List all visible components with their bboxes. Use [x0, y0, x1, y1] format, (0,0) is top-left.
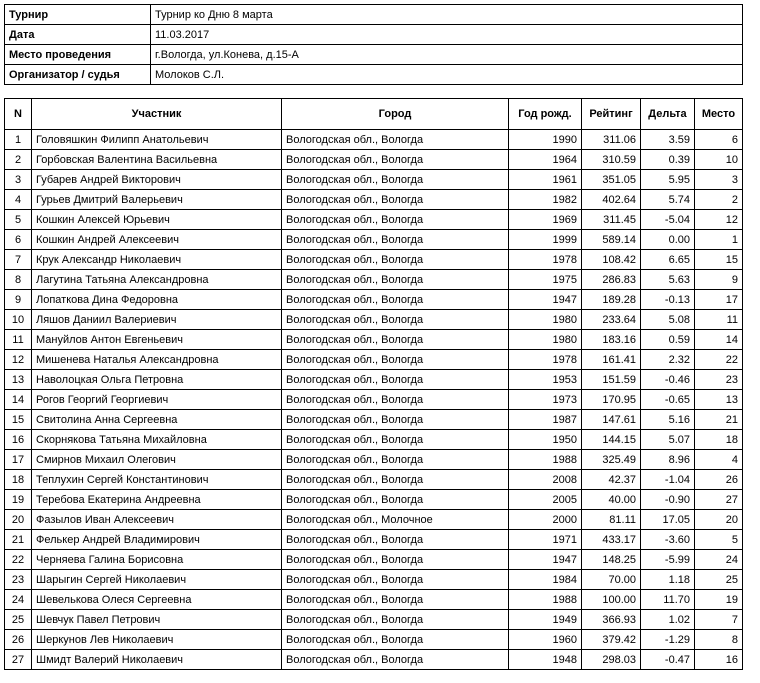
- cell-number: 21: [5, 530, 32, 550]
- cell-place: 11: [695, 310, 743, 330]
- cell-city: Вологодская обл., Вологда: [282, 390, 509, 410]
- cell-number: 2: [5, 150, 32, 170]
- cell-rating: 40.00: [582, 490, 641, 510]
- table-row: [5, 430, 743, 450]
- info-row-venue: [5, 45, 743, 65]
- cell-delta: -0.46: [641, 370, 695, 390]
- info-label: Место проведения: [5, 45, 151, 65]
- cell-birth-year: 1982: [509, 190, 582, 210]
- cell-rating: 233.64: [582, 310, 641, 330]
- table-row: [5, 210, 743, 230]
- table-row: [5, 450, 743, 470]
- cell-participant: Черняева Галина Борисовна: [32, 550, 282, 570]
- cell-participant: Шмидт Валерий Николаевич: [32, 650, 282, 670]
- table-row: [5, 610, 743, 630]
- cell-delta: -5.99: [641, 550, 695, 570]
- cell-rating: 70.00: [582, 570, 641, 590]
- cell-birth-year: 2005: [509, 490, 582, 510]
- cell-number: 22: [5, 550, 32, 570]
- cell-delta: 0.59: [641, 330, 695, 350]
- cell-number: 8: [5, 270, 32, 290]
- cell-place: 27: [695, 490, 743, 510]
- cell-delta: 0.00: [641, 230, 695, 250]
- cell-participant: Свитолина Анна Сергеевна: [32, 410, 282, 430]
- cell-delta: 8.96: [641, 450, 695, 470]
- cell-delta: 5.08: [641, 310, 695, 330]
- cell-birth-year: 1988: [509, 590, 582, 610]
- cell-city: Вологодская обл., Вологда: [282, 610, 509, 630]
- cell-rating: 81.11: [582, 510, 641, 530]
- cell-delta: 5.63: [641, 270, 695, 290]
- column-header-place: Место: [695, 99, 743, 130]
- cell-participant: Шевелькова Олеся Сергеевна: [32, 590, 282, 610]
- cell-place: 21: [695, 410, 743, 430]
- cell-rating: 100.00: [582, 590, 641, 610]
- cell-participant: Шарыгин Сергей Николаевич: [32, 570, 282, 590]
- cell-rating: 298.03: [582, 650, 641, 670]
- cell-place: 15: [695, 250, 743, 270]
- cell-city: Вологодская обл., Вологда: [282, 430, 509, 450]
- cell-rating: 147.61: [582, 410, 641, 430]
- cell-number: 5: [5, 210, 32, 230]
- info-label: Организатор / судья: [5, 65, 151, 85]
- cell-number: 14: [5, 390, 32, 410]
- cell-participant: Наволоцкая Ольга Петровна: [32, 370, 282, 390]
- cell-delta: -0.90: [641, 490, 695, 510]
- cell-number: 11: [5, 330, 32, 350]
- cell-birth-year: 1949: [509, 610, 582, 630]
- table-row: [5, 390, 743, 410]
- cell-birth-year: 1978: [509, 250, 582, 270]
- cell-birth-year: 1984: [509, 570, 582, 590]
- cell-delta: -1.04: [641, 470, 695, 490]
- cell-participant: Крук Александр Николаевич: [32, 250, 282, 270]
- cell-rating: 325.49: [582, 450, 641, 470]
- tournament-info-table: [4, 4, 743, 85]
- cell-city: Вологодская обл., Вологда: [282, 410, 509, 430]
- table-row: [5, 590, 743, 610]
- cell-city: Вологодская обл., Вологда: [282, 170, 509, 190]
- cell-city: Вологодская обл., Вологда: [282, 590, 509, 610]
- cell-number: 6: [5, 230, 32, 250]
- info-row-organizer: [5, 65, 743, 85]
- info-value: 11.03.2017: [151, 25, 743, 45]
- cell-birth-year: 1953: [509, 370, 582, 390]
- cell-place: 16: [695, 650, 743, 670]
- info-label: Турнир: [5, 5, 151, 25]
- cell-participant: Рогов Георгий Георгиевич: [32, 390, 282, 410]
- column-header-delta: Дельта: [641, 99, 695, 130]
- cell-participant: Фелькер Андрей Владимирович: [32, 530, 282, 550]
- cell-birth-year: 1999: [509, 230, 582, 250]
- column-header-rating: Рейтинг: [582, 99, 641, 130]
- table-row: [5, 230, 743, 250]
- cell-delta: -0.13: [641, 290, 695, 310]
- table-row: [5, 410, 743, 430]
- results-table: [4, 98, 743, 670]
- cell-participant: Мануйлов Антон Евгеньевич: [32, 330, 282, 350]
- cell-city: Вологодская обл., Вологда: [282, 630, 509, 650]
- info-value: Молоков С.Л.: [151, 65, 743, 85]
- cell-place: 1: [695, 230, 743, 250]
- cell-place: 25: [695, 570, 743, 590]
- table-row: [5, 250, 743, 270]
- cell-rating: 311.06: [582, 130, 641, 150]
- cell-city: Вологодская обл., Вологда: [282, 210, 509, 230]
- cell-birth-year: 1950: [509, 430, 582, 450]
- cell-place: 24: [695, 550, 743, 570]
- cell-birth-year: 1969: [509, 210, 582, 230]
- table-row: [5, 310, 743, 330]
- cell-number: 4: [5, 190, 32, 210]
- cell-number: 26: [5, 630, 32, 650]
- cell-delta: 6.65: [641, 250, 695, 270]
- cell-rating: 402.64: [582, 190, 641, 210]
- table-row: [5, 190, 743, 210]
- cell-city: Вологодская обл., Вологда: [282, 570, 509, 590]
- cell-birth-year: 1960: [509, 630, 582, 650]
- cell-place: 23: [695, 370, 743, 390]
- cell-delta: -1.29: [641, 630, 695, 650]
- cell-rating: 170.95: [582, 390, 641, 410]
- cell-birth-year: 1980: [509, 330, 582, 350]
- results-header-row: [5, 99, 743, 130]
- table-row: [5, 650, 743, 670]
- cell-participant: Фазылов Иван Алексеевич: [32, 510, 282, 530]
- cell-participant: Гурьев Дмитрий Валерьевич: [32, 190, 282, 210]
- cell-participant: Скорнякова Татьяна Михайловна: [32, 430, 282, 450]
- column-header-participant: Участник: [32, 99, 282, 130]
- info-value: г.Вологда, ул.Конева, д.15-А: [151, 45, 743, 65]
- table-row: [5, 510, 743, 530]
- cell-rating: 183.16: [582, 330, 641, 350]
- cell-number: 7: [5, 250, 32, 270]
- cell-birth-year: 1973: [509, 390, 582, 410]
- table-row: [5, 290, 743, 310]
- cell-number: 20: [5, 510, 32, 530]
- cell-delta: 1.02: [641, 610, 695, 630]
- cell-city: Вологодская обл., Вологда: [282, 350, 509, 370]
- cell-rating: 589.14: [582, 230, 641, 250]
- column-header-number: N: [5, 99, 32, 130]
- cell-participant: Кошкин Андрей Алексеевич: [32, 230, 282, 250]
- cell-birth-year: 1964: [509, 150, 582, 170]
- cell-number: 16: [5, 430, 32, 450]
- table-row: [5, 550, 743, 570]
- cell-city: Вологодская обл., Вологда: [282, 530, 509, 550]
- cell-delta: -5.04: [641, 210, 695, 230]
- table-row: [5, 270, 743, 290]
- cell-number: 10: [5, 310, 32, 330]
- cell-participant: Ляшов Даниил Валериевич: [32, 310, 282, 330]
- cell-birth-year: 1975: [509, 270, 582, 290]
- cell-place: 22: [695, 350, 743, 370]
- cell-rating: 286.83: [582, 270, 641, 290]
- cell-place: 9: [695, 270, 743, 290]
- cell-birth-year: 1978: [509, 350, 582, 370]
- cell-city: Вологодская обл., Вологда: [282, 370, 509, 390]
- cell-delta: 5.16: [641, 410, 695, 430]
- cell-number: 17: [5, 450, 32, 470]
- cell-delta: 2.32: [641, 350, 695, 370]
- cell-delta: -3.60: [641, 530, 695, 550]
- cell-birth-year: 1947: [509, 290, 582, 310]
- table-row: [5, 370, 743, 390]
- table-row: [5, 150, 743, 170]
- cell-place: 18: [695, 430, 743, 450]
- cell-birth-year: 1990: [509, 130, 582, 150]
- cell-rating: 351.05: [582, 170, 641, 190]
- cell-rating: 144.15: [582, 430, 641, 450]
- info-row-tournament: [5, 5, 743, 25]
- table-row: [5, 490, 743, 510]
- cell-rating: 379.42: [582, 630, 641, 650]
- cell-birth-year: 2008: [509, 470, 582, 490]
- cell-city: Вологодская обл., Молочное: [282, 510, 509, 530]
- cell-rating: 148.25: [582, 550, 641, 570]
- cell-rating: 42.37: [582, 470, 641, 490]
- table-row: [5, 530, 743, 550]
- cell-city: Вологодская обл., Вологда: [282, 130, 509, 150]
- table-row: [5, 630, 743, 650]
- cell-birth-year: 1948: [509, 650, 582, 670]
- cell-delta: 1.18: [641, 570, 695, 590]
- cell-number: 25: [5, 610, 32, 630]
- cell-delta: -0.47: [641, 650, 695, 670]
- cell-number: 12: [5, 350, 32, 370]
- cell-city: Вологодская обл., Вологда: [282, 330, 509, 350]
- cell-delta: 11.70: [641, 590, 695, 610]
- cell-place: 7: [695, 610, 743, 630]
- cell-city: Вологодская обл., Вологда: [282, 550, 509, 570]
- cell-number: 15: [5, 410, 32, 430]
- cell-rating: 108.42: [582, 250, 641, 270]
- cell-birth-year: 2000: [509, 510, 582, 530]
- cell-city: Вологодская обл., Вологда: [282, 490, 509, 510]
- cell-birth-year: 1961: [509, 170, 582, 190]
- cell-rating: 366.93: [582, 610, 641, 630]
- column-header-city: Город: [282, 99, 509, 130]
- cell-participant: Шевчук Павел Петрович: [32, 610, 282, 630]
- cell-city: Вологодская обл., Вологда: [282, 450, 509, 470]
- cell-place: 10: [695, 150, 743, 170]
- cell-number: 18: [5, 470, 32, 490]
- cell-place: 2: [695, 190, 743, 210]
- cell-city: Вологодская обл., Вологда: [282, 250, 509, 270]
- cell-delta: 5.07: [641, 430, 695, 450]
- info-label: Дата: [5, 25, 151, 45]
- cell-rating: 310.59: [582, 150, 641, 170]
- cell-birth-year: 1971: [509, 530, 582, 550]
- cell-birth-year: 1987: [509, 410, 582, 430]
- column-header-birth-year: Год рожд.: [509, 99, 582, 130]
- cell-delta: 0.39: [641, 150, 695, 170]
- cell-place: 14: [695, 330, 743, 350]
- table-row: [5, 170, 743, 190]
- table-row: [5, 470, 743, 490]
- cell-place: 5: [695, 530, 743, 550]
- cell-number: 24: [5, 590, 32, 610]
- cell-city: Вологодская обл., Вологда: [282, 270, 509, 290]
- cell-rating: 151.59: [582, 370, 641, 390]
- cell-place: 17: [695, 290, 743, 310]
- cell-delta: 5.74: [641, 190, 695, 210]
- table-row: [5, 350, 743, 370]
- cell-participant: Лагутина Татьяна Александровна: [32, 270, 282, 290]
- cell-place: 19: [695, 590, 743, 610]
- cell-place: 12: [695, 210, 743, 230]
- cell-number: 3: [5, 170, 32, 190]
- cell-city: Вологодская обл., Вологда: [282, 230, 509, 250]
- info-value: Турнир ко Дню 8 марта: [151, 5, 743, 25]
- cell-place: 26: [695, 470, 743, 490]
- cell-city: Вологодская обл., Вологда: [282, 470, 509, 490]
- cell-place: 4: [695, 450, 743, 470]
- cell-city: Вологодская обл., Вологда: [282, 190, 509, 210]
- cell-birth-year: 1980: [509, 310, 582, 330]
- cell-delta: -0.65: [641, 390, 695, 410]
- table-row: [5, 570, 743, 590]
- cell-number: 27: [5, 650, 32, 670]
- cell-delta: 3.59: [641, 130, 695, 150]
- cell-city: Вологодская обл., Вологда: [282, 150, 509, 170]
- cell-place: 3: [695, 170, 743, 190]
- cell-rating: 311.45: [582, 210, 641, 230]
- cell-participant: Лопаткова Дина Федоровна: [32, 290, 282, 310]
- cell-city: Вологодская обл., Вологда: [282, 290, 509, 310]
- cell-participant: Кошкин Алексей Юрьевич: [32, 210, 282, 230]
- cell-participant: Теребова Екатерина Андреевна: [32, 490, 282, 510]
- cell-place: 13: [695, 390, 743, 410]
- cell-delta: 17.05: [641, 510, 695, 530]
- cell-participant: Мишенева Наталья Александровна: [32, 350, 282, 370]
- cell-place: 8: [695, 630, 743, 650]
- cell-rating: 189.28: [582, 290, 641, 310]
- cell-place: 6: [695, 130, 743, 150]
- cell-city: Вологодская обл., Вологда: [282, 650, 509, 670]
- cell-number: 9: [5, 290, 32, 310]
- cell-number: 19: [5, 490, 32, 510]
- cell-number: 1: [5, 130, 32, 150]
- cell-delta: 5.95: [641, 170, 695, 190]
- cell-participant: Смирнов Михаил Олегович: [32, 450, 282, 470]
- cell-participant: Головяшкин Филипп Анатольевич: [32, 130, 282, 150]
- table-row: [5, 130, 743, 150]
- cell-participant: Горбовская Валентина Васильевна: [32, 150, 282, 170]
- cell-participant: Губарев Андрей Викторович: [32, 170, 282, 190]
- cell-birth-year: 1947: [509, 550, 582, 570]
- cell-rating: 161.41: [582, 350, 641, 370]
- cell-place: 20: [695, 510, 743, 530]
- info-row-date: [5, 25, 743, 45]
- cell-rating: 433.17: [582, 530, 641, 550]
- results-body: [5, 130, 743, 670]
- cell-participant: Теплухин Сергей Константинович: [32, 470, 282, 490]
- cell-city: Вологодская обл., Вологда: [282, 310, 509, 330]
- cell-number: 13: [5, 370, 32, 390]
- cell-birth-year: 1988: [509, 450, 582, 470]
- cell-participant: Шеркунов Лев Николаевич: [32, 630, 282, 650]
- table-row: [5, 330, 743, 350]
- cell-number: 23: [5, 570, 32, 590]
